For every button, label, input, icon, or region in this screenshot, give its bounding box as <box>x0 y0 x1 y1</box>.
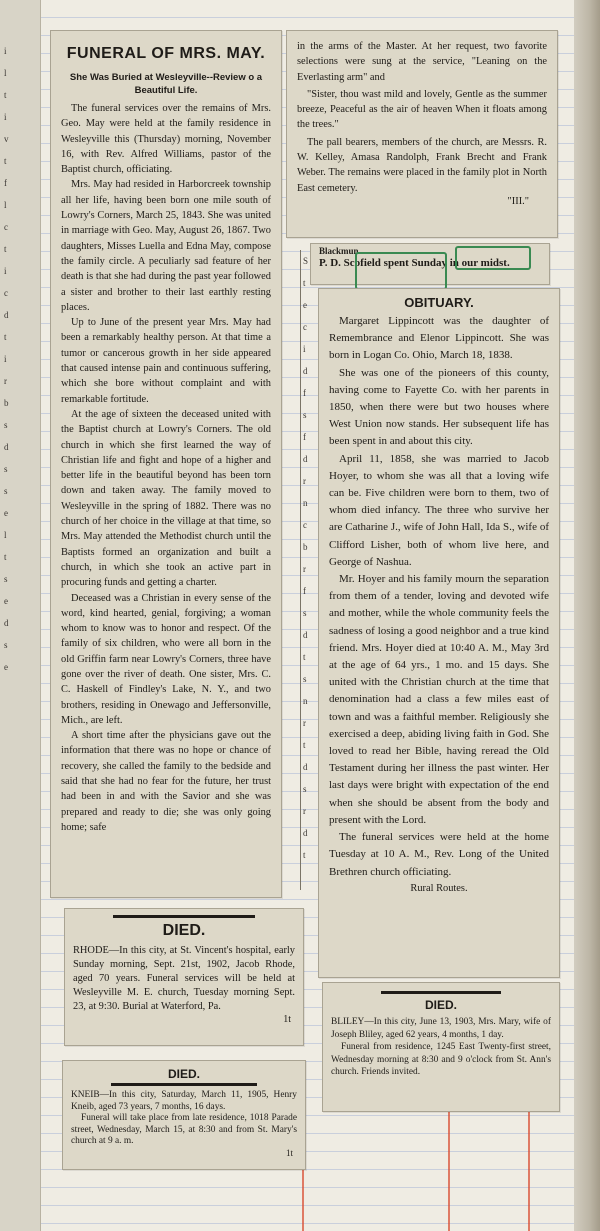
top-rule <box>381 991 501 994</box>
book-binding-edge <box>574 0 600 1231</box>
obituary-paragraph: April 11, 1858, she was married to Jacob Hoyer, to whom she was all that a loving wife can be. Five children were born to them, two of whom died infancy. The three who survive her are Catharine J., wife of John Hall, Ida S., wife of Clifford Lisher, both of whom live here, and George of Nashua. <box>329 452 549 568</box>
death-notice-text: Funeral from residence, 1245 East Twenty-first street, Wednesday morning at 8:30 and 9 o'clock from St. Ann's church. Friends invited. <box>331 1042 551 1077</box>
obituary-paragraph: Margaret Lippincott was the daughter of Remembrance and Elenor Lippincott. She was born in Logan Co. Ohio, March 18, 1838. <box>329 315 549 362</box>
notice-mark: 1t <box>283 1014 291 1025</box>
obituary-signature: Rural Routes. <box>410 882 468 894</box>
green-pen-mark <box>455 246 531 270</box>
clipping-funeral-may <box>50 30 282 898</box>
article-paragraph: in the arms of the Master. At her request, two favorite selections were sung at the service, "Leaning on the Everlasting arm" and <box>297 41 547 83</box>
death-notice-text: KNEIB—In this city, Saturday, March 11, 1905, Henry Kneib, aged 73 years, 7 months, 16 days. <box>71 1090 297 1112</box>
notice-mark: 1t <box>285 1147 293 1158</box>
death-notice-text: BLILEY—In this city, June 13, 1903, Mrs. Mary, wife of Joseph Bliley, aged 62 years, 4 months, 1 day. <box>331 1017 551 1040</box>
red-margin-line <box>528 1100 530 1231</box>
article-paragraph: Mrs. May had resided in Harborcreek township all her life, having been born one mile south of Lowry's Corners, March 25, 1843. She was united in marriage with Geo. May, August 26, 1867. Two daughters, Misses Luella and Edna May, compose the family circle. A peculiarly sad feature of her death is that she had during the past year followed a sister and brother to their last earthly resting places. <box>61 179 271 313</box>
green-pen-mark <box>355 252 447 290</box>
margin-letters: i l t i v t f l c t i c d t i r b s d s s e l t s e d s e <box>4 46 9 672</box>
top-rule <box>113 915 255 918</box>
clipping-died-kneib <box>62 1060 306 1170</box>
article-paragraph: A short time after the physicians gave out the information that there was no hope or chance of recovery, she called the family to the bedside and said that she had no fear for the future, her trust had been in and with the Savior and she was prepared and ready to die; she was only going home; safe <box>61 730 271 833</box>
article-paragraph: At the age of sixteen the deceased united with the Baptist church at Lowry's Corners. The old church in which she first learned the way of Christian life and fight and hope of a higher and better life in the beautiful beyond has been torn down and taken away. The family moved to Wesleyville in the spring of 1882. There was no church of her choice in the village at that time, so Mrs. May attended the Methodist church until the Baptists formed an organization and built a church, in which she took an active part in procuring funds and getting a charter. <box>61 408 271 589</box>
clipping-funeral-may-continued <box>286 30 558 238</box>
article-paragraph: The pall bearers, members of the church, are Messrs. R. W. Kelley, Amasa Randolph, Frank Brecht and Frank Weber. The remains were placed in the family plot in North East cemetery. <box>297 136 547 194</box>
poem-stanza: "Sister, thou wast mild and lovely, Gentle as the summer breeze, Peaceful as the air of heaven When it floats among the trees." <box>297 88 547 131</box>
headline-obituary: OBITUARY. <box>404 295 474 310</box>
snippet-line: P. D. Scofield spent Sunday in our midst. <box>319 257 510 269</box>
article-paragraph: Up to June of the present year Mrs. May had been a remarkably healthy person. At that time a tumor or cancerous growth in her side appeared that caused intense pain and continuous suffering, which she bore without complaint and with remarkable fortitude. <box>61 317 271 405</box>
article-paragraph: Deceased was a Christian in every sense of the word, kind hearted, genial, forgiving; a woman whom to know was to honor and respect. Of the family of six children, who were all born in the old Griffin farm near Lowry's Corners, three have gone over the river of death. One sister, Mrs. C. C. Haskell of Findley's Lake, N. Y., and two brothers, residing in Onewago and Jeffersonville, Mich., are left. <box>61 592 271 726</box>
death-notice-text: RHODE—In this city, at St. Vincent's hospital, early Sunday morning, Sept. 21st, 1902, Jacob Rhode, aged 70 years. Funeral services will be held at Wesleyville M. E. church, Tuesday morning Sept. 23, at 9:30. Burial at Waterford, Pa. <box>73 945 295 1012</box>
adjacent-page-edge <box>0 0 41 1231</box>
clipping-obituary <box>318 288 560 978</box>
obituary-paragraph: Mr. Hoyer and his family mourn the separation from them of a tender, loving and devoted wife and mother, while the whole community feels the sadness of losing a good neighbor and a true kind friend. Mrs. Hoyer died at 10:40 A. M., May 3rd at the age of 64 yrs., 1 mo. and 15 days. She united with the Christian church at the time that denomination had a class a few miles east of town and was a faithful member. Religiously she exercised a deep, abiding living faith in God. She loved to read her Bible, having reread the Old Testament during her illness the past winter. Her last days were bright with expectation of the end when she should be absent from the body and present with the Lord. <box>329 573 549 826</box>
clipping-died-rhode <box>64 908 304 1046</box>
obituary-paragraph: She was one of the pioneers of this county, having come to Fayette Co. with her parents in 1850, when there were but two houses where West Union now stands. Her subsequent life has been spent in and about this city. <box>329 366 549 448</box>
death-notice-text: Funeral will take place from late residence, 1018 Parade street, Wednesday, March 15, at 8:30 and from St. Mary's church at 9 a. m. <box>71 1113 297 1146</box>
top-rule <box>111 1083 257 1086</box>
headline-died: DIED. <box>424 998 457 1012</box>
article-signature: "III." <box>507 195 529 207</box>
article-paragraph: The funeral services over the remains of Mrs. Geo. May were held at the family residence in Wesleyville this (Thursday) morning, November 16, with Rev. Alfred Williams, pastor of the Baptist church, officiating. <box>61 103 271 176</box>
clipping-died-bliley <box>322 982 560 1112</box>
subheadline-funeral-may: She Was Buried at Wesleyville--Review o a Beautiful Life. <box>69 72 263 96</box>
column-margin-letters: S t e c i d f s f d r n c b r f s d t s n r t d s r d t <box>303 256 309 860</box>
red-margin-line <box>448 1100 450 1231</box>
obituary-paragraph: The funeral services were held at the home Tuesday at 10 A. M., Rev. Long of the United Brethren church officiating. <box>329 831 549 878</box>
snippet-line: Blackmun. <box>319 246 361 256</box>
headline-funeral-may: FUNERAL OF MRS. MAY. <box>66 45 266 62</box>
column-divider <box>300 250 301 890</box>
headline-died: DIED. <box>162 922 206 939</box>
headline-died: DIED. <box>167 1067 200 1081</box>
